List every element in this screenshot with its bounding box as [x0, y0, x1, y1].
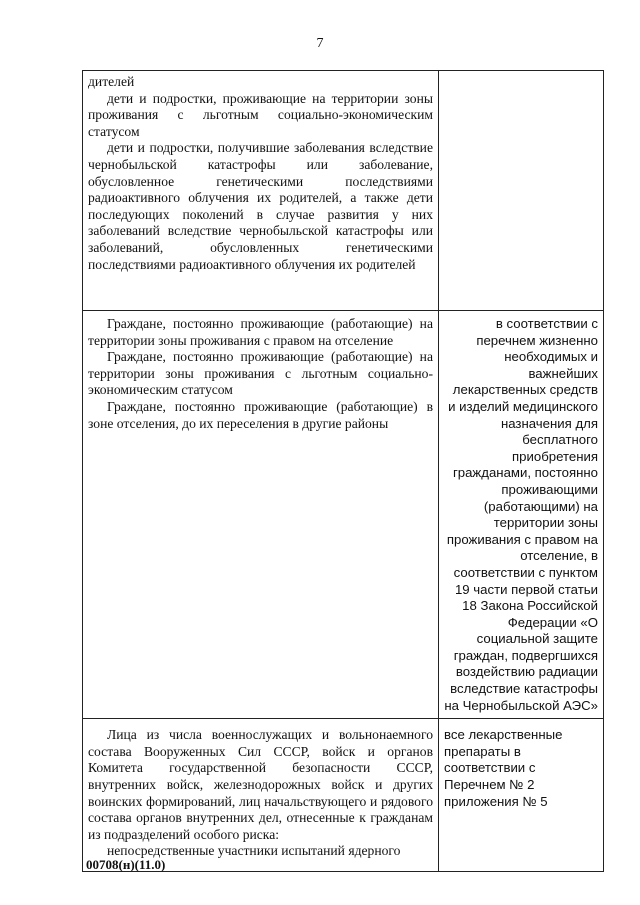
- paragraph: Граждане, постоянно проживающие (работающие) на территории зоны проживания с правом на отселение: [88, 316, 433, 348]
- table-row: [83, 311, 604, 719]
- paragraph: непосредственные участники испытаний ядерного: [107, 843, 401, 859]
- paragraph: Граждане, постоянно проживающие (работающие) на территории зоны проживания с льготным социально-экономическим статусом: [88, 349, 433, 398]
- paragraph: дителей: [88, 74, 135, 89]
- table-row: [83, 71, 604, 311]
- table-cell-right: в соответствии с перечнем жизненно необходимых и важнейших лекарственных средств и изделий медицинского назначения для бесплатного приобретения гражданами, постоянно проживающими (работающими) на территории зоны проживания с правом на отселение, в соответствии с пунктом 19 части первой статьи 18 Закона Российской Федерации «О социальной защите граждан, подвергшихся воздействию радиации вследствие катастрофы на Чернобыльской АЭС»: [439, 311, 604, 719]
- paragraph: Лица из числа военнослужащих и вольнонаемного состава Вооруженных Сил СССР, войск и органов Комитета государственной безопасности СССР, внутренних войск, железнодорожных войск и других воинских формирований, лиц начальствующего и рядового состава органов внутренних дел, отнесенные к гражданам из подразделений особого риска:: [88, 727, 433, 842]
- paragraph: дети и подростки, проживающие на территории зоны проживания с льготным социально-экономическим статусом: [88, 90, 433, 139]
- paragraph: дети и подростки, получившие заболевания вследствие чернобыльской катастрофы или заболевание, обусловленное генетическими последствиями радиоактивного облучения их родителей, а также дети последующих поколений в случае развития у них заболеваний вследствие чернобыльской катастрофы или заболеваний, обусловленных генетическими последствиями радиоактивного облучения их родителей: [88, 140, 433, 272]
- benefits-table: [82, 70, 604, 872]
- table-cell-left: [83, 719, 439, 872]
- table-cell-left: [83, 71, 439, 311]
- table-row: [83, 719, 604, 872]
- table-cell-right: [439, 71, 604, 311]
- table-cell-right: все лекарственные препараты в соответствии с Перечнем № 2 приложения № 5: [439, 719, 604, 872]
- paragraph: Граждане, постоянно проживающие (работающие) в зоне отселения, до их переселения в другие районы: [88, 398, 433, 431]
- page-number: 7: [316, 36, 324, 51]
- document-code: 00708(н)(11.0): [86, 857, 166, 872]
- table-cell-left: [83, 311, 439, 719]
